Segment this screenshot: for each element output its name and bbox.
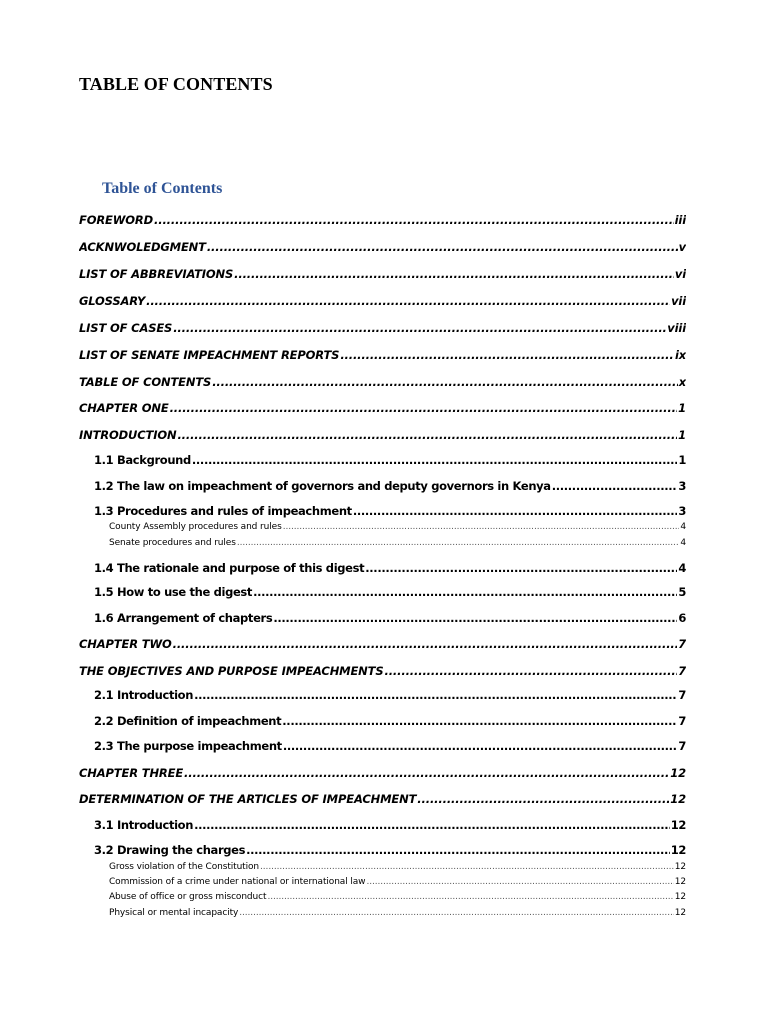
toc-leader-dots <box>417 792 669 806</box>
toc-entry-title: LIST OF ABBREVIATIONS <box>79 267 234 281</box>
toc-entry[interactable] <box>79 348 686 362</box>
toc-entry-title: LIST OF SENATE IMPEACHMENT REPORTS <box>79 348 340 362</box>
toc-entry[interactable] <box>79 213 686 227</box>
toc-leader-dots <box>212 375 678 389</box>
toc-entry-page: vi <box>674 267 686 281</box>
toc-entry-title: 2.2 Definition of impeachment <box>94 714 282 728</box>
toc-entry-page: ix <box>674 348 686 362</box>
toc-leader-dots <box>177 428 677 442</box>
toc-entry-title: TABLE OF CONTENTS <box>79 375 212 389</box>
toc-leader-dots <box>267 892 673 902</box>
toc-entry-page: 4 <box>678 561 686 575</box>
toc-entry-title: GLOSSARY <box>79 294 146 308</box>
toc-entry[interactable] <box>94 504 686 518</box>
toc-entry-page: 4 <box>680 538 686 548</box>
toc-entry[interactable] <box>94 479 686 493</box>
toc-entry-page: vii <box>671 294 686 308</box>
toc-leader-dots <box>365 561 677 575</box>
toc-entry-page: 12 <box>670 792 686 806</box>
toc-leader-dots <box>273 611 677 625</box>
toc-entry-title: 3.2 Drawing the charges <box>94 843 246 857</box>
toc-entry-title: 1.2 The law on impeachment of governors and deputy governors in Kenya <box>94 479 551 493</box>
toc-entry-page: 7 <box>678 688 686 702</box>
toc-entry[interactable] <box>94 843 686 857</box>
toc-entry[interactable] <box>109 908 686 918</box>
toc-entry-title: THE OBJECTIVES AND PURPOSE IMPEACHMENTS <box>79 664 384 678</box>
toc-entry-page: 7 <box>678 664 686 678</box>
toc-leader-dots <box>237 538 680 548</box>
toc-entry[interactable] <box>79 267 686 281</box>
toc-entry[interactable] <box>109 522 686 532</box>
toc-leader-dots <box>282 714 677 728</box>
toc-entry-page: 6 <box>678 611 686 625</box>
toc-entry-page: 7 <box>678 739 686 753</box>
toc-entry-title: 2.3 The purpose impeachment <box>94 739 282 753</box>
toc-entry-title: 2.1 Introduction <box>94 688 194 702</box>
toc-entry-title: 1.6 Arrangement of chapters <box>94 611 273 625</box>
toc-entry-page: 4 <box>680 522 686 532</box>
toc-entry-page: 12 <box>670 818 686 832</box>
toc-entry-page: viii <box>667 321 686 335</box>
toc-entry-title: 1.4 The rationale and purpose of this digest <box>94 561 365 575</box>
toc-entry-title: CHAPTER TWO <box>79 637 172 651</box>
toc-leader-dots <box>173 321 666 335</box>
toc-entry[interactable] <box>109 892 686 902</box>
toc-entry[interactable] <box>79 664 686 678</box>
toc-entry[interactable] <box>94 818 686 832</box>
toc-leader-dots <box>353 504 678 518</box>
toc-entry-title: ACKNWOLEDGMENT <box>79 240 206 254</box>
toc-entry-title: Physical or mental incapacity <box>109 908 239 918</box>
toc-leader-dots <box>192 453 677 467</box>
toc-entry-page: 3 <box>678 479 686 493</box>
toc-entry-title: 1.1 Background <box>94 453 191 467</box>
toc-entry[interactable] <box>94 611 686 625</box>
toc-entry-page: 12 <box>670 843 686 857</box>
toc-leader-dots <box>194 818 670 832</box>
toc-entry-title: FOREWORD <box>79 213 154 227</box>
toc-entry-title: 1.3 Procedures and rules of impeachment <box>94 504 352 518</box>
toc-entry[interactable] <box>79 637 686 651</box>
toc-entry-page: 1 <box>678 428 686 442</box>
toc-entry[interactable] <box>79 294 686 308</box>
toc-entry-page: 7 <box>678 714 686 728</box>
toc-entry[interactable] <box>79 321 686 335</box>
toc-entry-title: Gross violation of the Constitution <box>109 862 260 872</box>
toc-entry-page: 5 <box>678 585 686 599</box>
toc-entry-page: 3 <box>678 504 686 518</box>
toc-leader-dots <box>234 267 674 281</box>
toc-leader-dots <box>384 664 677 678</box>
toc-leader-dots <box>552 479 678 493</box>
toc-entry[interactable] <box>94 585 686 599</box>
toc-leader-dots <box>366 877 673 887</box>
toc-leader-dots <box>207 240 678 254</box>
toc-entry-page: 12 <box>670 766 686 780</box>
toc-title: Table of Contents <box>102 180 223 197</box>
toc-entry[interactable] <box>79 375 686 389</box>
toc-entry-title: 3.1 Introduction <box>94 818 194 832</box>
toc-entry-page: 1 <box>678 401 686 415</box>
toc-leader-dots <box>194 688 677 702</box>
toc-leader-dots <box>239 908 673 918</box>
toc-entry-page: iii <box>674 213 686 227</box>
toc-entry-title: CHAPTER THREE <box>79 766 184 780</box>
toc-entry[interactable] <box>109 538 686 548</box>
toc-entry[interactable] <box>79 792 686 806</box>
toc-leader-dots <box>154 213 674 227</box>
toc-entry[interactable] <box>94 714 686 728</box>
toc-entry-page: 1 <box>678 453 686 467</box>
toc-leader-dots <box>184 766 669 780</box>
toc-leader-dots <box>283 739 678 753</box>
toc-leader-dots <box>173 637 678 651</box>
toc-entry[interactable] <box>79 766 686 780</box>
toc-entry-title: LIST OF CASES <box>79 321 173 335</box>
toc-entry-page: v <box>678 240 686 254</box>
toc-entry[interactable] <box>79 428 686 442</box>
toc-entry[interactable] <box>79 401 686 415</box>
toc-entry-page: 7 <box>678 637 686 651</box>
toc-entry-title: 1.5 How to use the digest <box>94 585 253 599</box>
toc-entry[interactable] <box>94 739 686 753</box>
toc-entry-title: Senate procedures and rules <box>109 538 236 548</box>
toc-entry-page: 12 <box>674 908 686 918</box>
toc-leader-dots <box>246 843 670 857</box>
toc-leader-dots <box>260 862 674 872</box>
toc-entry[interactable] <box>109 877 686 887</box>
toc-entry-title: INTRODUCTION <box>79 428 177 442</box>
toc-entry[interactable] <box>94 561 686 575</box>
toc-entry-title: Commission of a crime under national or international law <box>109 877 366 887</box>
toc-entry-title: DETERMINATION OF THE ARTICLES OF IMPEACHMENT <box>79 792 417 806</box>
toc-entry-page: 12 <box>674 877 686 887</box>
toc-entry[interactable] <box>79 240 686 254</box>
toc-leader-dots <box>170 401 678 415</box>
toc-leader-dots <box>146 294 670 308</box>
toc-entry-title: County Assembly procedures and rules <box>109 522 282 532</box>
toc-leader-dots <box>340 348 674 362</box>
page-heading: TABLE OF CONTENTS <box>79 74 273 94</box>
toc-entry-page: 12 <box>674 892 686 902</box>
toc-entry[interactable] <box>94 688 686 702</box>
toc-entry-page: x <box>678 375 686 389</box>
toc-entry-page: 12 <box>674 862 686 872</box>
toc-entry-title: Abuse of office or gross misconduct <box>109 892 267 902</box>
toc-entry-title: CHAPTER ONE <box>79 401 169 415</box>
toc-entry[interactable] <box>109 862 686 872</box>
toc-leader-dots <box>283 522 680 532</box>
toc-entry[interactable] <box>94 453 686 467</box>
toc-leader-dots <box>253 585 677 599</box>
